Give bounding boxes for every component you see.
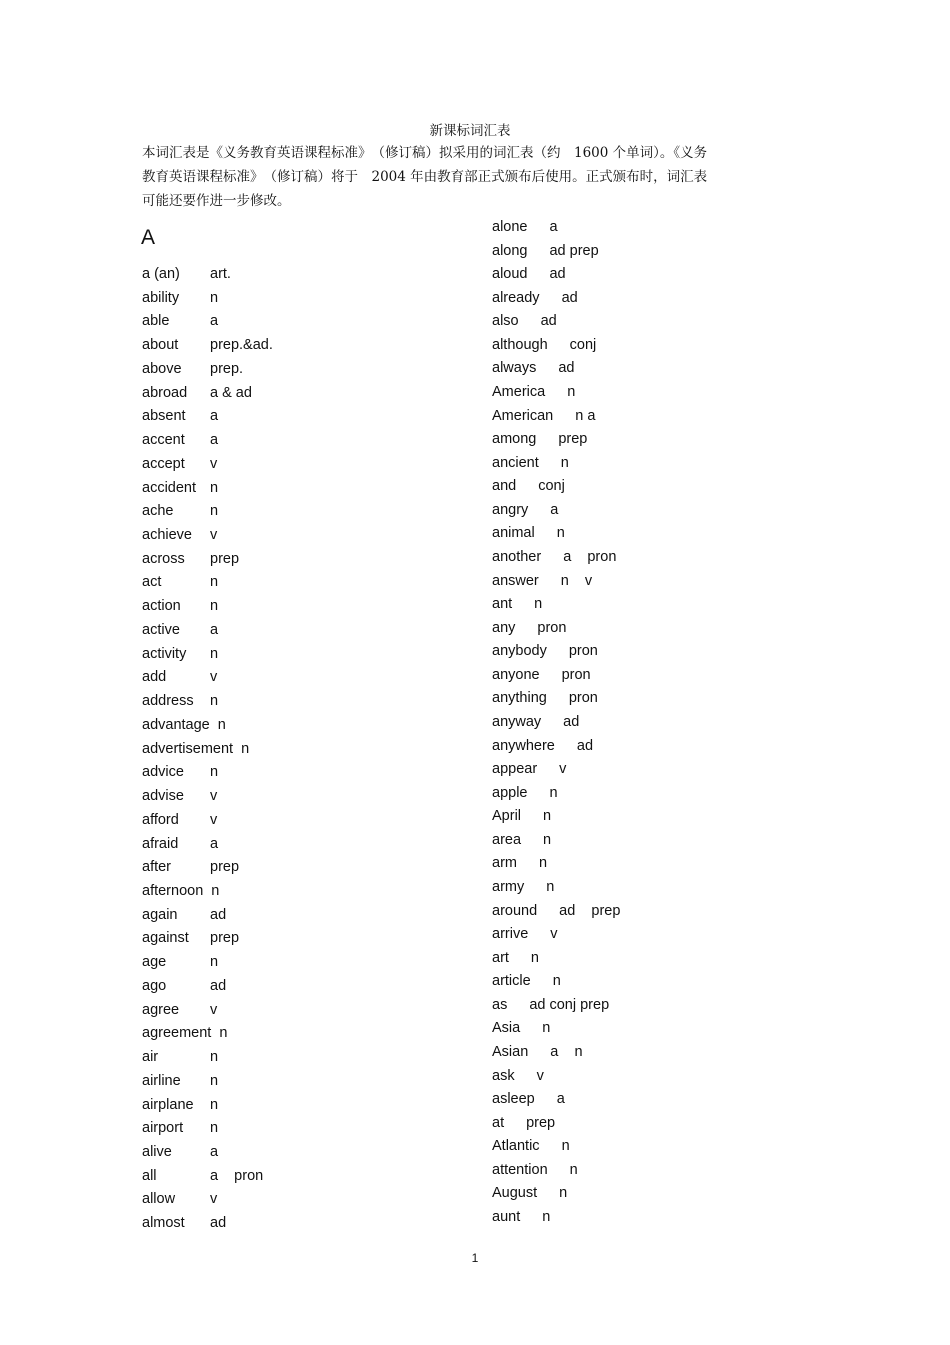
part-of-speech: n <box>210 954 219 970</box>
part-of-speech: n <box>569 1162 578 1178</box>
word-text: air <box>142 1049 159 1065</box>
word-text: accept <box>142 456 185 472</box>
word-text: a (an) <box>142 266 180 282</box>
word-text: across <box>142 551 185 567</box>
part-of-speech: a pron <box>563 549 617 565</box>
word-text: asleep <box>492 1091 535 1107</box>
word-text: airplane <box>142 1097 194 1113</box>
part-of-speech: v <box>210 456 218 472</box>
word-text: and <box>492 478 517 494</box>
part-of-speech: n <box>210 1120 219 1136</box>
part-of-speech: n <box>552 973 561 989</box>
word-text: active <box>142 622 180 638</box>
part-of-speech: a <box>210 408 219 424</box>
word-text: art <box>492 950 509 966</box>
part-of-speech: prep <box>526 1115 556 1131</box>
word-text: April <box>492 808 522 824</box>
part-of-speech: n v <box>560 573 593 589</box>
part-of-speech: a <box>210 432 219 448</box>
word-text: all <box>142 1168 157 1184</box>
word-text: aunt <box>492 1209 521 1225</box>
part-of-speech: v <box>210 1002 218 1018</box>
part-of-speech: a <box>210 836 219 852</box>
part-of-speech: a <box>556 1091 565 1107</box>
word-text: attention <box>492 1162 548 1178</box>
word-text: airport <box>142 1120 184 1136</box>
part-of-speech: n <box>542 1209 551 1225</box>
part-of-speech: n <box>543 808 552 824</box>
word-text: afraid <box>142 836 179 852</box>
word-text: area <box>492 832 522 848</box>
part-of-speech: prep.&ad. <box>210 337 273 353</box>
part-of-speech: ad prep <box>549 243 599 259</box>
part-of-speech: n <box>210 480 219 496</box>
page-number: 1 <box>471 1251 479 1265</box>
word-text: at <box>492 1115 505 1131</box>
word-text: accent <box>142 432 185 448</box>
intro-line: 本词汇表是《义务教育英语课程标准》 （修订稿）拟采用的词汇表（约 1600 个单词）。《义务 <box>142 145 708 161</box>
part-of-speech: n <box>210 598 219 614</box>
part-of-speech: art. <box>210 266 231 282</box>
word-text: American <box>492 408 554 424</box>
part-of-speech: conj <box>538 478 565 494</box>
part-of-speech: n <box>559 1185 568 1201</box>
word-text: aloud <box>492 266 528 282</box>
word-text: ache <box>142 503 174 519</box>
word-text: almost <box>142 1215 185 1231</box>
word-text: agreement <box>142 1025 212 1041</box>
word-text: ancient <box>492 455 539 471</box>
part-of-speech: ad <box>563 714 580 730</box>
part-of-speech: a <box>549 219 558 235</box>
word-text: address <box>142 693 194 709</box>
part-of-speech: n <box>538 855 548 871</box>
word-text: advice <box>142 764 184 780</box>
word-text: apple <box>492 785 528 801</box>
part-of-speech: prep <box>210 930 240 946</box>
word-text: ask <box>492 1068 515 1084</box>
word-text: age <box>142 954 167 970</box>
part-of-speech: n <box>542 1020 551 1036</box>
part-of-speech: n <box>210 503 219 519</box>
part-of-speech: prep <box>210 551 240 567</box>
word-text: advise <box>142 788 184 804</box>
part-of-speech: ad <box>558 360 575 376</box>
word-text: again <box>142 907 178 923</box>
part-of-speech: n <box>534 596 543 612</box>
part-of-speech: n <box>210 574 219 590</box>
part-of-speech: n <box>210 764 219 780</box>
part-of-speech: n <box>219 1025 228 1041</box>
part-of-speech: n <box>561 1138 570 1154</box>
word-text: advertisement <box>142 741 234 757</box>
part-of-speech: n <box>210 1049 219 1065</box>
word-text: anyone <box>492 667 540 683</box>
part-of-speech: n <box>210 290 219 306</box>
word-text: ability <box>142 290 180 306</box>
word-text: army <box>492 879 525 895</box>
word-text: animal <box>492 525 535 541</box>
word-text: arrive <box>492 926 529 942</box>
part-of-speech: ad <box>210 1215 227 1231</box>
word-text: agree <box>142 1002 180 1018</box>
part-of-speech: pron <box>568 643 598 659</box>
part-of-speech: ad <box>210 907 227 923</box>
part-of-speech: a <box>210 622 219 638</box>
word-text: afternoon <box>142 883 204 899</box>
word-text: advantage <box>142 717 210 733</box>
word-text: anywhere <box>492 738 555 754</box>
word-text: accident <box>142 480 197 496</box>
word-text: appear <box>492 761 538 777</box>
part-of-speech: prep <box>558 431 588 447</box>
word-text: Asian <box>492 1044 529 1060</box>
part-of-speech: n <box>546 879 555 895</box>
part-of-speech: prep. <box>210 361 244 377</box>
part-of-speech: a <box>210 313 219 329</box>
part-of-speech: v <box>210 1191 218 1207</box>
word-text: along <box>492 243 528 259</box>
word-text: alone <box>492 219 528 235</box>
part-of-speech: n <box>210 693 219 709</box>
part-of-speech: v <box>536 1068 544 1084</box>
part-of-speech: a pron <box>210 1168 264 1184</box>
word-text: as <box>492 997 508 1013</box>
word-text: angry <box>492 502 529 518</box>
part-of-speech: ad <box>561 290 578 306</box>
intro-line: 可能还要作进一步修改。 <box>142 193 291 209</box>
part-of-speech: n <box>211 883 220 899</box>
part-of-speech: ad conj prep <box>529 997 610 1013</box>
part-of-speech: n <box>210 1073 219 1089</box>
part-of-speech: v <box>550 926 558 942</box>
word-text: action <box>142 598 181 614</box>
word-text: ant <box>492 596 513 612</box>
word-text: America <box>492 384 546 400</box>
part-of-speech: v <box>210 669 218 685</box>
word-text: act <box>142 574 162 590</box>
word-text: answer <box>492 573 539 589</box>
part-of-speech: v <box>210 812 218 828</box>
part-of-speech: a <box>210 1144 219 1160</box>
word-text: afford <box>142 812 179 828</box>
part-of-speech: n <box>560 455 569 471</box>
part-of-speech: ad <box>549 266 566 282</box>
part-of-speech: v <box>559 761 567 777</box>
part-of-speech: pron <box>537 620 567 636</box>
word-text: Asia <box>492 1020 521 1036</box>
part-of-speech: n <box>210 646 219 662</box>
word-text: also <box>492 313 519 329</box>
part-of-speech: n <box>530 950 539 966</box>
part-of-speech: v <box>210 527 218 543</box>
part-of-speech: n <box>543 832 552 848</box>
word-text: achieve <box>142 527 192 543</box>
word-text: August <box>492 1185 538 1201</box>
intro-line: 教育英语课程标准》 （修订稿）将于 2004 年由教育部正式颁布后使用。正式颁布时，词汇表 <box>142 169 708 185</box>
word-text: abroad <box>142 385 188 401</box>
part-of-speech: n <box>556 525 565 541</box>
part-of-speech: ad <box>210 978 227 994</box>
part-of-speech: ad <box>576 738 594 754</box>
word-text: add <box>142 669 167 685</box>
part-of-speech: prep <box>210 859 240 875</box>
word-text: anything <box>492 690 547 706</box>
part-of-speech: a n <box>550 1044 583 1060</box>
word-text: Atlantic <box>492 1138 540 1154</box>
document-title: 新课标词汇表 <box>429 123 511 139</box>
word-text: able <box>142 313 170 329</box>
word-text: always <box>492 360 537 376</box>
part-of-speech: n <box>241 741 250 757</box>
word-text: another <box>492 549 542 565</box>
word-text: after <box>142 859 172 875</box>
part-of-speech: conj <box>569 337 597 353</box>
word-text: about <box>142 337 179 353</box>
word-text: against <box>142 930 189 946</box>
part-of-speech: pron <box>561 667 591 683</box>
word-text: already <box>492 290 540 306</box>
part-of-speech: v <box>210 788 218 804</box>
section-letter: A <box>141 226 156 249</box>
part-of-speech: n a <box>575 408 596 424</box>
word-text: ago <box>142 978 167 994</box>
word-text: although <box>492 337 548 353</box>
word-text: around <box>492 903 538 919</box>
word-text: anyway <box>492 714 542 730</box>
part-of-speech: ad <box>540 313 557 329</box>
part-of-speech: ad prep <box>559 903 621 919</box>
word-text: above <box>142 361 182 377</box>
word-text: allow <box>142 1191 176 1207</box>
word-text: arm <box>492 855 517 871</box>
part-of-speech: n <box>210 1097 219 1113</box>
intro-paragraph <box>142 141 822 213</box>
part-of-speech: n <box>549 785 558 801</box>
part-of-speech: a & ad <box>210 385 252 401</box>
word-text: absent <box>142 408 186 424</box>
word-text: anybody <box>492 643 547 659</box>
word-text: article <box>492 973 531 989</box>
part-of-speech: a <box>550 502 559 518</box>
part-of-speech: n <box>217 717 226 733</box>
part-of-speech: pron <box>568 690 598 706</box>
word-text: alive <box>142 1144 172 1160</box>
word-text: activity <box>142 646 187 662</box>
word-text: airline <box>142 1073 181 1089</box>
part-of-speech: n <box>567 384 576 400</box>
word-text: any <box>492 620 516 636</box>
word-text: among <box>492 431 537 447</box>
